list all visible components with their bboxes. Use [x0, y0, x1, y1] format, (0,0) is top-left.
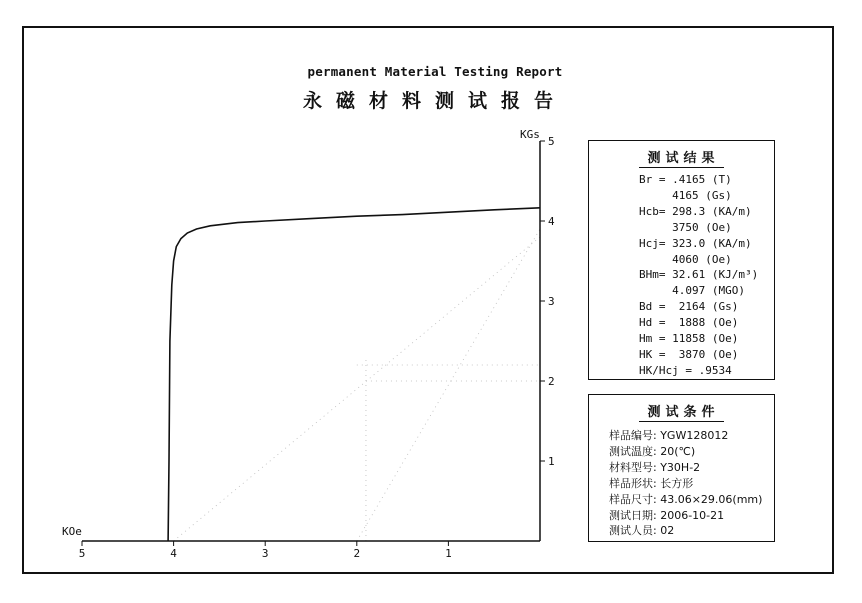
- x-tick-label: 3: [261, 547, 269, 560]
- result-line: Hm = 11858 (Oe): [639, 332, 739, 346]
- result-line: 4.097 (MGO): [639, 284, 745, 298]
- condition-line: 样品形状: 长方形: [609, 476, 694, 490]
- chart-grid: [174, 229, 540, 541]
- test-results-panel: [588, 140, 775, 380]
- result-line: BHm= 32.61 (KJ/m³): [639, 268, 759, 282]
- result-line: HK/Hcj = .9534: [639, 363, 732, 377]
- condition-line: 测试人员: 02: [609, 524, 675, 538]
- x-tick-label: 2: [353, 547, 361, 560]
- result-line: Hd = 1888 (Oe): [639, 316, 739, 330]
- result-line: 4060 (Oe): [639, 252, 732, 266]
- report-title-cn: 永磁材料测试报告: [302, 90, 567, 112]
- x-tick-label: 5: [78, 547, 86, 560]
- report-title-en: permanent Material Testing Report: [307, 64, 563, 79]
- x-tick-label: 1: [445, 547, 452, 560]
- x-ticks: [79, 541, 452, 560]
- condition-line: 样品编号: YGW128012: [609, 429, 729, 442]
- y-tick-label: 5: [548, 135, 555, 148]
- test-results-list: [639, 172, 774, 379]
- y-tick-label: 2: [548, 375, 555, 388]
- result-line: Hcj= 323.0 (KA/m): [639, 236, 752, 250]
- test-conditions-panel: [588, 394, 775, 542]
- grid-line: [357, 229, 540, 541]
- x-unit-label: KOe: [62, 525, 82, 538]
- condition-line: 材料型号: Y30H-2: [609, 460, 701, 474]
- test-conditions-title: 测试条件: [589, 401, 774, 420]
- result-line: 3750 (Oe): [639, 220, 732, 234]
- test-results-title: 测试结果: [589, 147, 774, 166]
- condition-line: 样品尺寸: 43.06×29.06(mm): [609, 492, 763, 506]
- result-line: Hcb= 298.3 (KA/m): [639, 204, 752, 218]
- condition-line: 测试温度: 20(℃): [609, 444, 696, 458]
- y-tick-label: 3: [548, 295, 555, 308]
- result-line: 4165 (Gs): [639, 188, 732, 202]
- x-tick-label: 4: [170, 547, 177, 560]
- grid-line: [174, 237, 540, 541]
- test-conditions-list: [609, 428, 774, 539]
- result-line: Br = .4165 (T): [639, 173, 732, 186]
- y-tick-label: 1: [548, 455, 555, 468]
- condition-line: 测试日期: 2006-10-21: [609, 508, 725, 522]
- bh-curve-line: [168, 208, 540, 541]
- y-unit-label: KGs: [520, 128, 540, 141]
- result-line: Bd = 2164 (Gs): [639, 300, 739, 314]
- result-line: HK = 3870 (Oe): [639, 347, 739, 361]
- y-tick-label: 4: [548, 215, 555, 228]
- y-ticks: [540, 135, 555, 468]
